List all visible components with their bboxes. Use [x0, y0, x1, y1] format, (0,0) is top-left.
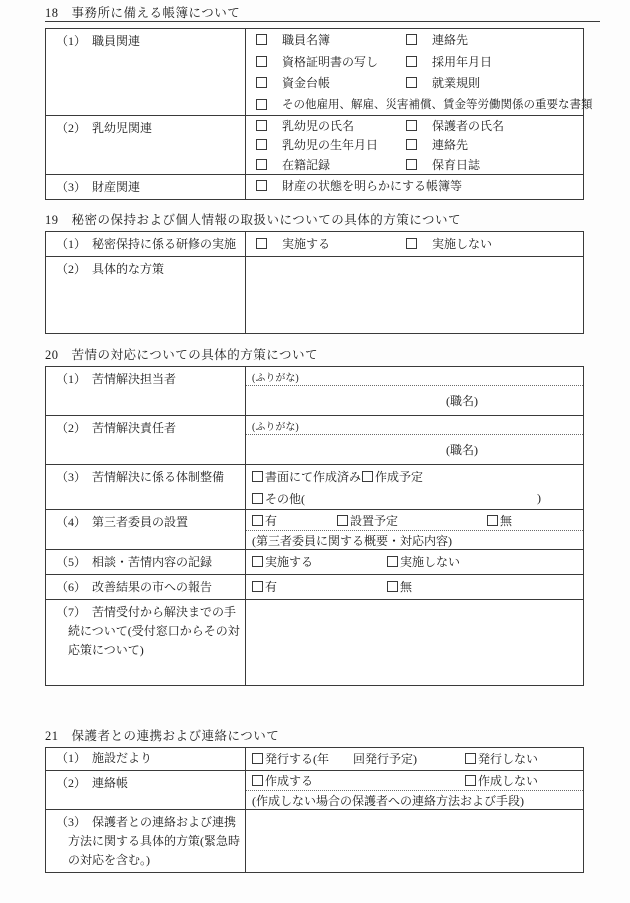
row-label: （1） 職員関連	[46, 29, 246, 115]
checkbox-label: 職員名簿	[282, 33, 331, 48]
checkbox-other[interactable]	[252, 493, 263, 504]
checkbox-staff-roster[interactable]	[256, 34, 267, 45]
checkbox-label: 発行しない	[478, 751, 539, 766]
training-options-cell	[246, 232, 583, 256]
checkbox-childcare-journal[interactable]	[406, 159, 417, 170]
section-21-heading: 21 保護者との連携および連絡について	[45, 729, 280, 743]
section-20	[45, 347, 584, 686]
job-title-label: (職名)	[446, 394, 478, 408]
checkbox-hire-date[interactable]	[406, 56, 417, 67]
table-row	[46, 464, 583, 509]
checkbox-other-labor-docs[interactable]	[256, 99, 267, 110]
third-party-committee-cell	[246, 510, 583, 549]
checkbox-committee-planned[interactable]	[337, 515, 348, 526]
table-row	[46, 367, 583, 415]
system-setup-cell	[246, 465, 583, 509]
checkbox-label: 作成予定	[375, 469, 424, 484]
table-18	[45, 28, 593, 200]
row-label: （2） 具体的な方策	[46, 257, 246, 333]
row-label: （1） 秘密保持に係る研修の実施	[46, 232, 246, 256]
checkbox-label: 作成しない	[478, 774, 539, 788]
row-label: （3） 保護者との連絡および連携方法に関する具体的方策(緊急時の対応を含む。)	[46, 810, 246, 872]
close-paren: )	[537, 490, 541, 505]
complaint-manager-name-area[interactable]	[246, 416, 583, 464]
row-label: （1） 苦情解決担当者	[46, 367, 246, 415]
checkbox-report-no[interactable]	[387, 581, 398, 592]
table-row	[46, 748, 583, 770]
row-label: （4） 第三者委員の設置	[46, 510, 246, 549]
table-19	[45, 231, 584, 334]
checkbox-label: 実施しない	[432, 236, 493, 251]
checkbox-label: 保育日誌	[432, 157, 481, 172]
checkbox-label: その他(	[265, 491, 305, 506]
section-21	[45, 728, 584, 873]
complaint-record-cell	[246, 550, 583, 574]
checkbox-label: 書面にて作成済み	[265, 469, 362, 484]
row-label: （6） 改善結果の市への報告	[46, 575, 246, 599]
checkbox-committee-yes[interactable]	[252, 515, 263, 526]
checkbox-label: 在籍記録	[282, 157, 331, 172]
checkbox-no-training[interactable]	[406, 238, 417, 249]
table-row	[46, 770, 583, 809]
checkbox-label: 有	[265, 579, 278, 594]
table-21	[45, 747, 584, 873]
row-label: （1） 施設だより	[46, 748, 246, 770]
furigana-label: (ふりがな)	[246, 416, 583, 435]
checkbox-label: 採用年月日	[432, 54, 493, 69]
checkbox-infant-birthdate[interactable]	[256, 139, 267, 150]
newsletter-cell	[246, 748, 583, 770]
checkbox-label: 保護者の氏名	[432, 119, 505, 134]
checkbox-no-contact-book[interactable]	[465, 775, 476, 786]
report-to-city-cell	[246, 575, 583, 599]
property-documents-cell	[246, 175, 583, 199]
checkbox-report-yes[interactable]	[252, 581, 263, 592]
checkbox-work-rules[interactable]	[406, 77, 417, 88]
checkbox-label: 資金台帳	[282, 76, 331, 91]
table-row	[46, 232, 583, 256]
checkbox-infant-contact[interactable]	[406, 139, 417, 150]
checkbox-label: 乳幼児の生年月日	[282, 138, 379, 153]
checkbox-contact-info[interactable]	[406, 34, 417, 45]
guardian-contact-measures-input-area[interactable]	[246, 810, 583, 872]
checkbox-record-yes[interactable]	[252, 556, 263, 567]
checkbox-label: 設置予定	[350, 513, 399, 528]
table-row	[46, 574, 583, 599]
alt-contact-method-label: (作成しない場合の保護者への連絡方法および手段)	[252, 793, 524, 808]
table-row	[46, 29, 593, 115]
checkbox-guardian-name[interactable]	[406, 120, 417, 131]
staff-documents-cell	[246, 29, 593, 115]
table-row	[46, 599, 583, 685]
checkbox-label: 財産の状態を明らかにする帳簿等	[282, 178, 463, 193]
checkbox-infant-name[interactable]	[256, 120, 267, 131]
committee-overview-label: (第三者委員に関する概要・対応内容)	[252, 533, 452, 548]
row-label: （5） 相談・苦情内容の記録	[46, 550, 246, 574]
row-label: （7） 苦情受付から解決までの手続について(受付窓口からその対応策について)	[46, 600, 246, 685]
checkbox-label: 無	[500, 513, 513, 528]
section-18-heading: 18 事務所に備える帳簿について	[45, 5, 600, 22]
checkbox-committee-no[interactable]	[487, 515, 498, 526]
section-18	[45, 5, 593, 200]
checkbox-funds-ledger[interactable]	[256, 77, 267, 88]
checkbox-record-no[interactable]	[387, 556, 398, 567]
row-label: （3） 財産関連	[46, 175, 246, 199]
table-row	[46, 415, 583, 464]
table-row	[46, 509, 583, 549]
checkbox-label: 実施する	[282, 236, 331, 251]
checkbox-label: 就業規則	[432, 76, 481, 91]
infant-documents-cell	[246, 116, 583, 174]
checkbox-label: 作成する	[265, 774, 314, 788]
checkbox-label: 発行する(年 回発行予定)	[265, 751, 417, 766]
table-row	[46, 809, 583, 872]
table-20	[45, 366, 584, 686]
section-19	[45, 212, 584, 334]
table-row	[46, 115, 583, 174]
checkbox-prepared-in-writing[interactable]	[252, 471, 263, 482]
checkbox-qualification-copy[interactable]	[256, 56, 267, 67]
furigana-label: (ふりがな)	[246, 367, 583, 386]
complaint-staff-name-area[interactable]	[246, 367, 583, 415]
checkbox-label: 連絡先	[432, 138, 469, 153]
checkbox-label: 乳幼児の氏名	[282, 119, 355, 134]
checkbox-label: 有	[265, 513, 278, 528]
row-label: （2） 苦情解決責任者	[46, 416, 246, 464]
checkbox-publish-newsletter[interactable]	[252, 753, 263, 764]
checkbox-make-contact-book[interactable]	[252, 775, 263, 786]
checkbox-no-newsletter[interactable]	[465, 753, 476, 764]
checkbox-property-ledger[interactable]	[256, 180, 267, 191]
job-title-label: (職名)	[446, 443, 478, 457]
table-row	[46, 256, 583, 333]
row-label: （2） 連絡帳	[46, 771, 246, 809]
contact-book-cell	[246, 771, 583, 809]
checkbox-label: 実施する	[265, 554, 314, 569]
table-row	[46, 549, 583, 574]
section-19-heading: 19 秘密の保持および個人情報の取扱いについての具体的方策について	[45, 213, 462, 227]
procedure-input-area[interactable]	[246, 600, 583, 685]
checkbox-conduct-training[interactable]	[256, 238, 267, 249]
table-row	[46, 174, 583, 199]
concrete-measures-input-area[interactable]	[246, 257, 583, 333]
checkbox-enrollment-record[interactable]	[256, 159, 267, 170]
checkbox-label: 実施しない	[400, 554, 461, 569]
section-20-heading: 20 苦情の対応についての具体的方策について	[45, 348, 319, 362]
row-label: （2） 乳幼児関連	[46, 116, 246, 174]
checkbox-label: 資格証明書の写し	[282, 54, 379, 69]
checkbox-label: 連絡先	[432, 33, 469, 48]
row-label: （3） 苦情解決に係る体制整備	[46, 465, 246, 509]
checkbox-to-be-prepared[interactable]	[362, 471, 373, 482]
checkbox-label: その他雇用、解雇、災害補償、賃金等労働関係の重要な書類	[282, 99, 593, 112]
checkbox-label: 無	[400, 579, 413, 594]
